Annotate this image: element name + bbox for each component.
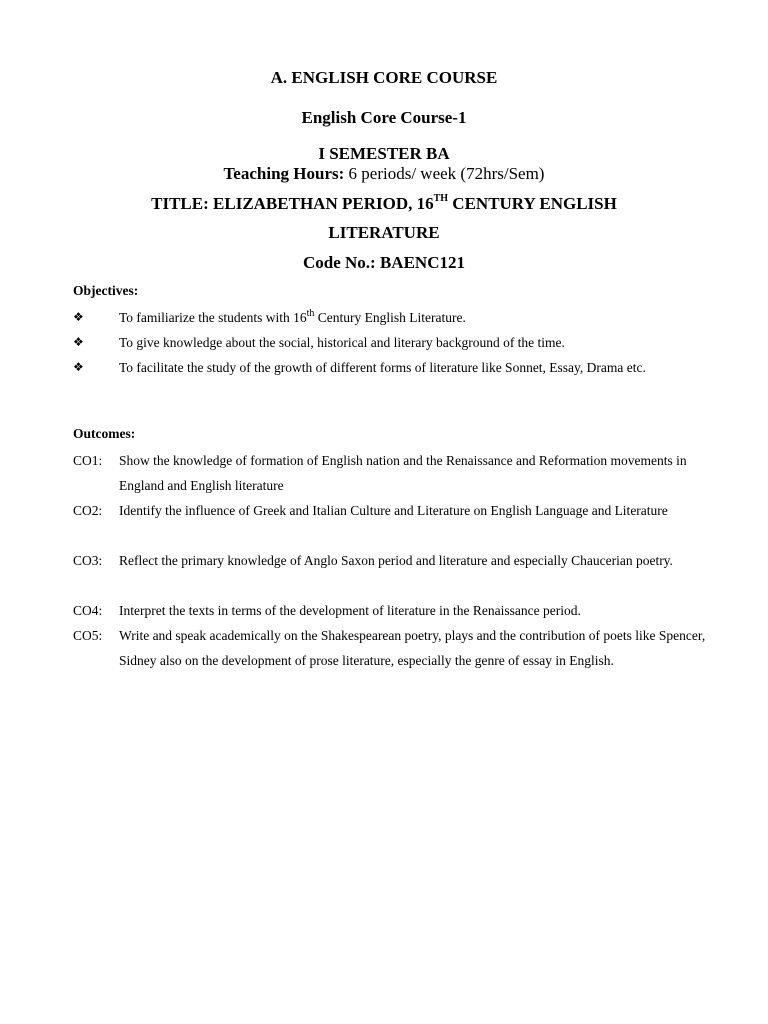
outcome-code: CO3:	[73, 553, 103, 568]
course-title-prefix: TITLE: ELIZABETHAN PERIOD, 16	[151, 194, 434, 213]
objective-text-part: To familiarize the students with 16	[119, 310, 307, 325]
course-name: English Core Course-1	[301, 108, 467, 127]
objectives-heading: Objectives:	[73, 283, 139, 298]
objective-text: To give knowledge about the social, historical and literary background of the time.	[119, 335, 565, 350]
outcome-code: CO1:	[73, 453, 103, 468]
diamond-bullet-icon: ❖	[73, 310, 84, 324]
semester-heading: I SEMESTER BA	[318, 144, 450, 163]
diamond-bullet-icon: ❖	[73, 335, 84, 349]
section-title: A. ENGLISH CORE COURSE	[270, 68, 498, 87]
objective-text-part: Century English Literature.	[314, 310, 466, 325]
outcomes-heading: Outcomes:	[73, 426, 136, 441]
diamond-bullet-icon: ❖	[73, 360, 84, 374]
outcome-text: Interpret the texts in terms of the development of literature in the Renaissance period.	[119, 603, 581, 618]
teaching-hours-label: Teaching Hours:	[223, 164, 345, 183]
outcome-code: CO5:	[73, 628, 103, 643]
course-title-line-2: LITERATURE	[328, 223, 440, 242]
outcome-text: Write and speak academically on the Shakespearean poetry, plays and the contribution of poets like Spencer, Sidney also on the development of prose literature, especially the genre of essay in English.	[119, 628, 706, 668]
objective-superscript: th	[306, 307, 315, 319]
outcome-text: Identify the influence of Greek and Italian Culture and Literature on English Language and Literature	[119, 503, 668, 518]
course-title-superscript: TH	[433, 193, 449, 205]
outcome-code: CO4:	[73, 603, 103, 618]
course-code: Code No.: BAENC121	[303, 253, 465, 272]
outcome-text: Reflect the primary knowledge of Anglo Saxon period and literature and especially Chaucerian poetry.	[119, 553, 673, 568]
outcome-code: CO2:	[73, 503, 103, 518]
course-title-line-1	[0, 194, 768, 214]
objective-text	[119, 305, 713, 330]
course-title-suffix: CENTURY ENGLISH	[448, 194, 617, 213]
outcome-text: Show the knowledge of formation of English nation and the Renaissance and Reformation movements in England and English literature	[119, 453, 687, 493]
teaching-hours-value: 6 periods/ week (72hrs/Sem)	[344, 164, 545, 183]
objective-text: To facilitate the study of the growth of different forms of literature like Sonnet, Essay, Drama etc.	[119, 360, 646, 375]
teaching-hours	[0, 164, 768, 184]
